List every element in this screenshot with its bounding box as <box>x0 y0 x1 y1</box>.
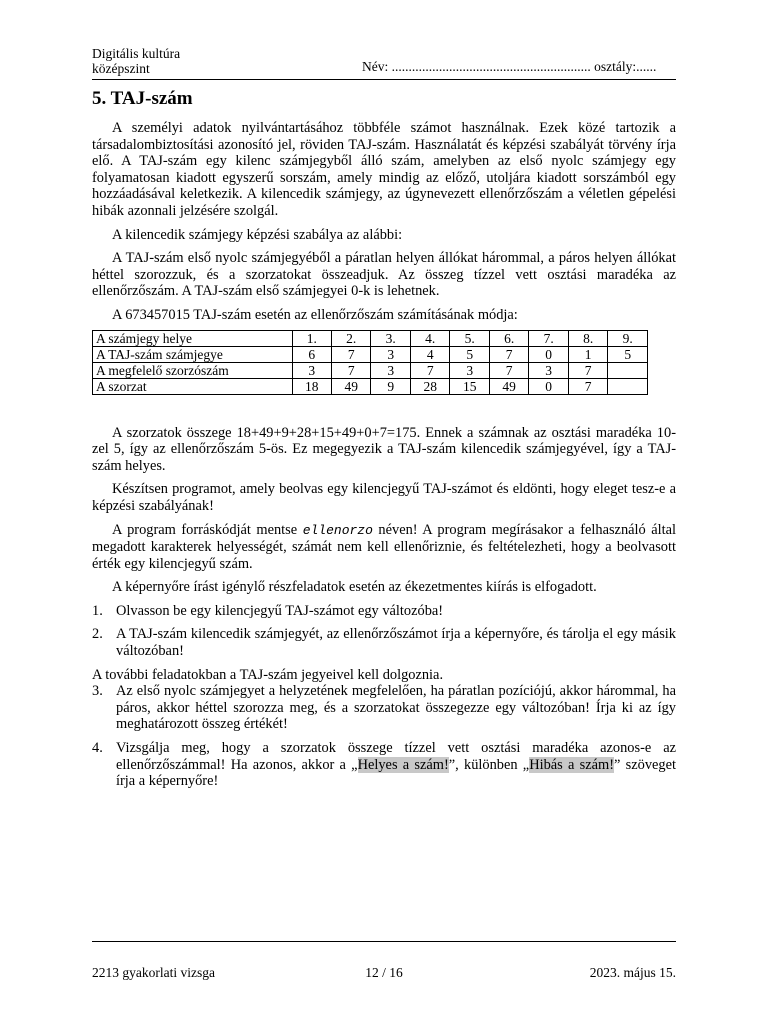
table-cell: 5 <box>608 346 648 362</box>
list-item <box>92 740 676 790</box>
task-title: 5. TAJ-szám <box>92 88 193 109</box>
task-number: 2. <box>92 626 103 643</box>
table-cell: 9. <box>608 330 648 346</box>
table-cell: 5 <box>450 346 489 362</box>
table-cell: 3 <box>371 346 410 362</box>
save-filename: ellenorzo <box>302 522 373 538</box>
table-cell: 4 <box>410 346 449 362</box>
intro-paragraph: A személyi adatok nyilvántartásához többféle számot használnak. Ezek közé tartozik a társadalombiztosítási azonosító jel, röviden TAJ-szám. Használatát és képzési szabályát törvény írja elő. A TAJ-szám egy kilenc számjegyből álló szám, amelyben az első nyolc számjegy egy folyamatosan kiadott egyszerű sorszám, amely mindig az előző, utoljára kiadott sorszámból egy hozzáadásával keletkezik. A kilencedik számjegy, az úgynevezett ellenőrzőszám a véletlen gépelési hibák azonnali jelzésére szolgál. <box>92 120 676 219</box>
table-cell: 28 <box>410 378 449 394</box>
footer-exam-id: 2213 gyakorlati vizsga <box>92 965 215 980</box>
table-cell: 8. <box>568 330 607 346</box>
table-cell: 7 <box>332 346 371 362</box>
header-divider <box>92 79 676 80</box>
task-number: 1. <box>92 602 103 619</box>
task-number: 3. <box>92 683 103 700</box>
table-cell <box>608 362 648 378</box>
example-intro-paragraph: A 673457015 TAJ-szám esetén az ellenőrzőszám számításának módja: <box>112 306 518 323</box>
table-cell: 3 <box>371 362 410 378</box>
save-text-before: A program forráskódját mentse <box>112 521 303 538</box>
table-cell <box>608 378 648 394</box>
task4-text-after: ” szöveget írja a képernyőre! <box>116 756 676 790</box>
table-row <box>93 378 648 394</box>
list-item <box>92 683 676 733</box>
table-cell: 0 <box>529 378 568 394</box>
table-cell: 3. <box>371 330 410 346</box>
task-number: 4. <box>92 740 103 757</box>
table-cell: 1 <box>568 346 607 362</box>
page-footer <box>92 965 676 981</box>
table-cell: 49 <box>332 378 371 394</box>
table-row-label: A megfelelő szorzószám <box>93 362 293 378</box>
accent-note-paragraph: A képernyőre írást igénylő részfeladatok esetén az ékezetmentes kiírás is elfogadott. <box>112 579 597 596</box>
header-subject: Digitális kultúra <box>92 46 181 61</box>
table-cell: 7 <box>568 378 607 394</box>
table-cell: 7 <box>489 346 528 362</box>
task-text: Olvasson be egy kilencjegyű TAJ-számot egy változóba! <box>116 602 444 619</box>
task4-text-middle: ”, különben „ <box>448 756 530 773</box>
task-text: Az első nyolc számjegyet a helyzetének megfelelően, ha páratlan pozíciójú, akkor hárommal, ha páros, akkor héttel szorozza meg, és a szorzatokat összegezze egy változóban! Írja ki az így meghatározott összeg értékét! <box>116 683 676 733</box>
table-cell: 9 <box>371 378 410 394</box>
further-paragraph: A további feladatokban a TAJ-szám jegyeivel kell dolgoznia. <box>92 666 444 683</box>
table-cell: 15 <box>450 378 489 394</box>
table-row-label: A szorzat <box>93 378 293 394</box>
table-row-label: A számjegy helye <box>93 330 293 346</box>
table-cell: 7 <box>489 362 528 378</box>
table-cell: 18 <box>292 378 331 394</box>
header-level: középszint <box>92 61 150 76</box>
table-cell: 7 <box>568 362 607 378</box>
footer-page-number: 12 / 16 <box>365 965 403 980</box>
task-paragraph: Készítsen programot, amely beolvas egy kilencjegyű TAJ-számot és eldönti, hogy eleget tesz-e a képzési szabályának! <box>92 481 676 514</box>
table-row-label: A TAJ-szám számjegye <box>93 346 293 362</box>
table-cell: 49 <box>489 378 528 394</box>
table-cell: 5. <box>450 330 489 346</box>
output-wrong-text: Hibás a szám! <box>529 756 615 773</box>
header-subject-block <box>92 46 180 76</box>
task-list-a <box>92 603 676 660</box>
footer-divider <box>92 941 676 942</box>
task-text: A TAJ-szám kilencedik számjegyét, az ellenőrzőszámot írja a képernyőre, és tárolja el egy másik változóban! <box>116 626 676 660</box>
document-page <box>92 44 676 790</box>
output-correct-text: Helyes a szám! <box>357 756 449 773</box>
list-item <box>92 626 676 659</box>
save-text-after: néven! A program megírásakor a felhasználó által megadott karakterek helyességét, számát nem kell ellenőriznie, és feltételezheti, hogy a beolvasott érték egy kilencjegyű szám. <box>92 521 676 572</box>
table-row <box>93 362 648 378</box>
task-list-b <box>92 683 676 790</box>
page-header <box>92 44 676 80</box>
table-cell: 7. <box>529 330 568 346</box>
table-row <box>93 346 648 362</box>
table-cell: 3 <box>529 362 568 378</box>
save-paragraph <box>92 522 676 573</box>
table-cell: 3 <box>292 362 331 378</box>
rule-intro-paragraph: A kilencedik számjegy képzési szabálya az alábbi: <box>112 226 403 243</box>
table-cell: 1. <box>292 330 331 346</box>
table-row <box>93 330 648 346</box>
table-cell: 7 <box>332 362 371 378</box>
task4-text-before: Vizsgálja meg, hogy a szorzatok összege tízzel vett osztási maradéka azonos-e az ellenőrzőszámmal! Ha azonos, akkor a „ <box>116 740 676 773</box>
header-name-field: Név: ........................................................... osztály:...... <box>362 59 657 74</box>
calculation-table <box>92 330 648 395</box>
table-cell: 6 <box>292 346 331 362</box>
rule-paragraph: A TAJ-szám első nyolc számjegyéből a páratlan helyen állókat hárommal, a páros helyen állókat héttel szorozzuk, és a szorzatokat összeadjuk. Az összeg tízzel vett osztási maradéka az ellenőrzőszám. A TAJ-szám első számjegyei 0-k is lehetnek. <box>92 250 676 300</box>
table-cell: 0 <box>529 346 568 362</box>
table-cell: 6. <box>489 330 528 346</box>
sum-paragraph: A szorzatok összege 18+49+9+28+15+49+0+7=175. Ennek a számnak az osztási maradéka 10-zel 5, így az ellenőrzőszám 5-ös. Ez megegyezik a TAJ-szám kilencedik számjegyével, így a TAJ-szám helyes. <box>92 424 676 474</box>
table-cell: 4. <box>410 330 449 346</box>
table-cell: 2. <box>332 330 371 346</box>
table-cell: 3 <box>450 362 489 378</box>
table-cell: 7 <box>410 362 449 378</box>
list-item <box>92 603 676 620</box>
footer-date: 2023. május 15. <box>589 965 676 980</box>
